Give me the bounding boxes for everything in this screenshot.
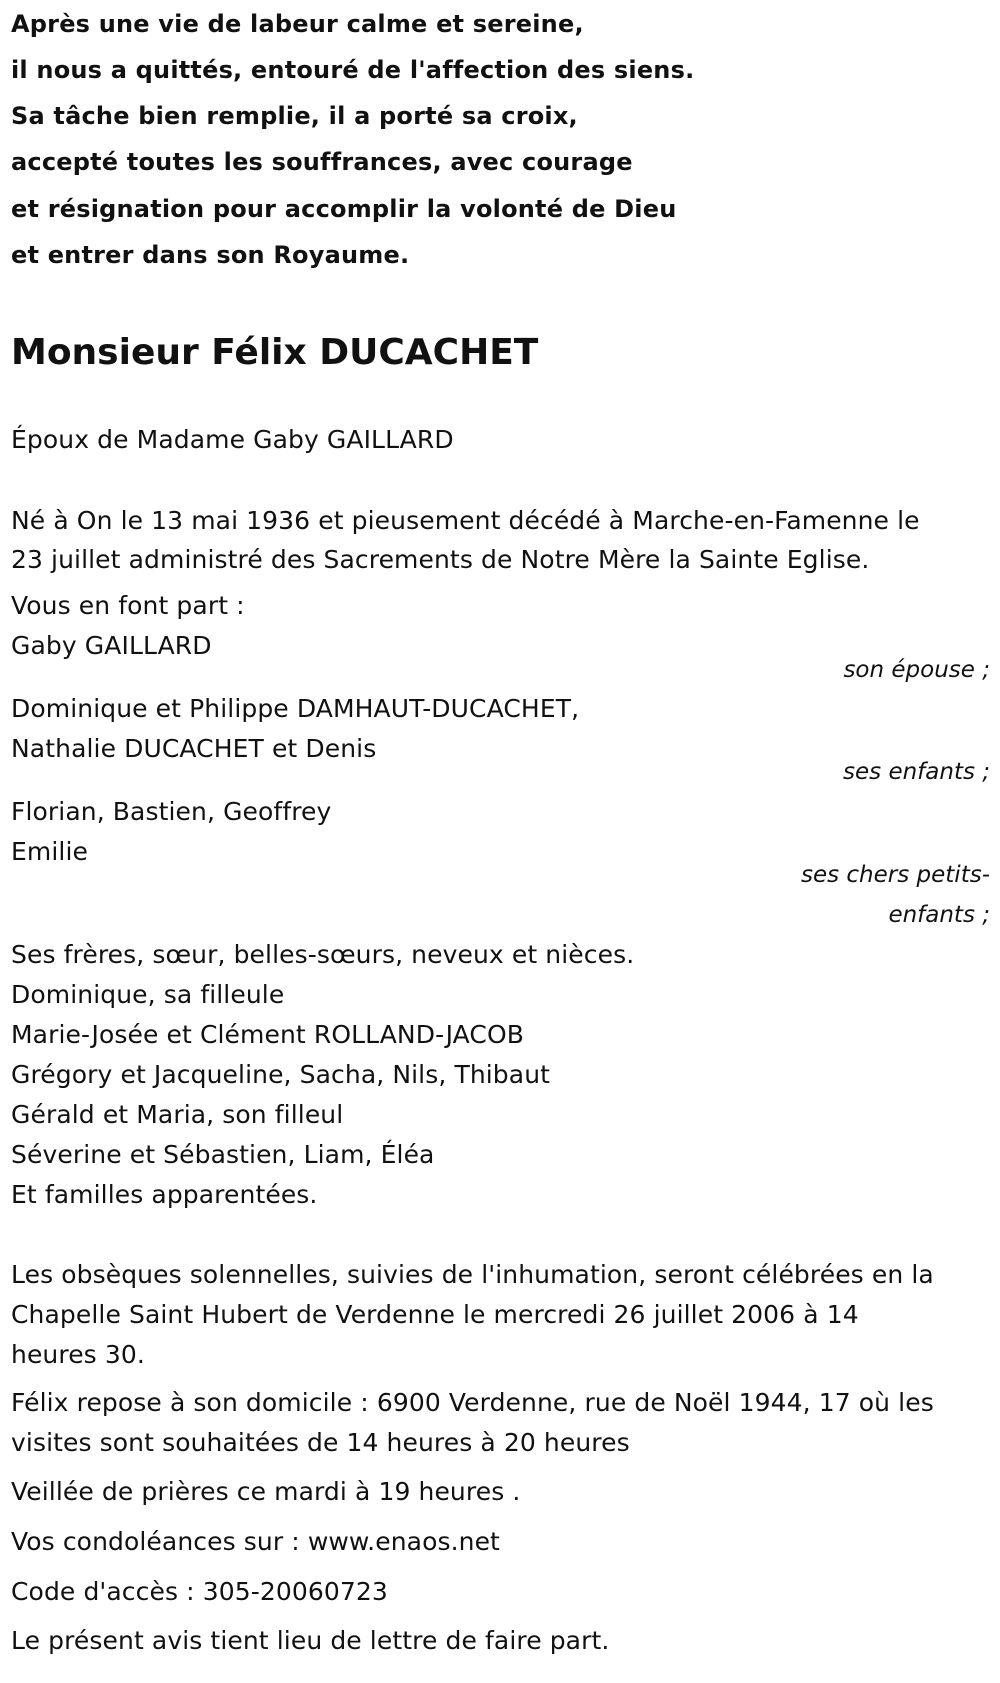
spouse-name: Gaby GAILLARD [11, 631, 212, 660]
funeral-line: Les obsèques solennelles, suivies de l'inhumation, seront célébrées en la [11, 1260, 934, 1289]
grandchildren-role: enfants ; [888, 902, 990, 928]
intro-line: et résignation pour accomplir la volonté de Dieu [11, 195, 677, 223]
children-line: Nathalie DUCACHET et Denis [11, 734, 377, 763]
relatives-line: Dominique, sa filleule [11, 980, 285, 1009]
spouse-role: son épouse ; [843, 657, 990, 683]
grandchildren-line: Emilie [11, 837, 88, 866]
spouse-line: Époux de Madame Gaby GAILLARD [11, 425, 454, 454]
intro-line: Sa tâche bien remplie, il a porté sa croix, [11, 102, 578, 130]
closing-line: Le présent avis tient lieu de lettre de faire part. [11, 1626, 610, 1655]
relatives-line: Et familles apparentées. [11, 1180, 318, 1209]
birth-death-line: Né à On le 13 mai 1936 et pieusement décédé à Marche-en-Famenne le [11, 506, 920, 535]
funeral-line: heures 30. [11, 1340, 145, 1369]
intro-line: il nous a quittés, entouré de l'affection des siens. [11, 56, 695, 84]
intro-line: Après une vie de labeur calme et sereine, [11, 10, 584, 38]
children-role: ses enfants ; [843, 759, 990, 785]
funeral-line: Chapelle Saint Hubert de Verdenne le mercredi 26 juillet 2006 à 14 [11, 1300, 859, 1329]
access-code-line: Code d'accès : 305-20060723 [11, 1577, 388, 1606]
birth-death-line: 23 juillet administré des Sacrements de Notre Mère la Sainte Eglise. [11, 545, 870, 574]
deceased-name-title: Monsieur Félix DUCACHET [11, 332, 539, 373]
relatives-line: Séverine et Sébastien, Liam, Éléa [11, 1140, 435, 1169]
relatives-line: Marie-Josée et Clément ROLLAND-JACOB [11, 1020, 524, 1049]
announce-line: Vous en font part : [11, 591, 245, 620]
relatives-line: Ses frères, sœur, belles-sœurs, neveux et nièces. [11, 940, 635, 969]
visitation-line: Félix repose à son domicile : 6900 Verdenne, rue de Noël 1944, 17 où les [11, 1388, 934, 1417]
relatives-line: Gérald et Maria, son filleul [11, 1100, 344, 1129]
grandchildren-line: Florian, Bastien, Geoffrey [11, 797, 332, 826]
condolences-line: Vos condoléances sur : www.enaos.net [11, 1527, 500, 1556]
grandchildren-role: ses chers petits- [800, 862, 990, 888]
children-line: Dominique et Philippe DAMHAUT-DUCACHET, [11, 694, 580, 723]
prayer-line: Veillée de prières ce mardi à 19 heures . [11, 1477, 521, 1506]
intro-line: et entrer dans son Royaume. [11, 241, 410, 269]
intro-line: accepté toutes les souffrances, avec courage [11, 148, 633, 176]
relatives-line: Grégory et Jacqueline, Sacha, Nils, Thibaut [11, 1060, 551, 1089]
visitation-line: visites sont souhaitées de 14 heures à 20 heures [11, 1428, 630, 1457]
